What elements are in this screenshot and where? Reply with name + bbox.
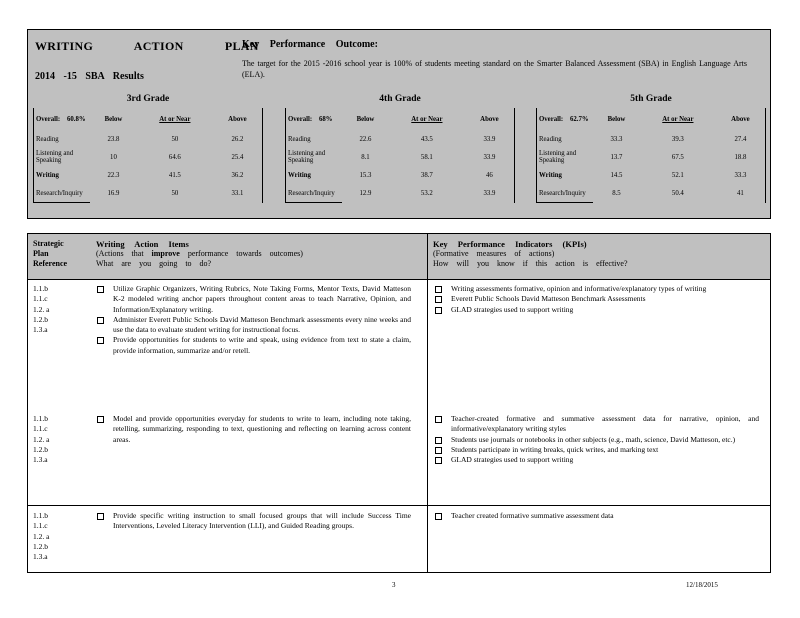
- cell: 64.6: [168, 153, 181, 161]
- col-below: Below: [104, 115, 123, 123]
- bullet-box-icon: [435, 307, 442, 314]
- col-above: Above: [213, 108, 263, 130]
- list-item: Teacher-created formative and summative assessment data for narrative, opinion, and informative/explanatory writing styles: [433, 414, 759, 435]
- list-item: Writing assessments formative, opinion and informative/explanatory types of writing: [433, 284, 759, 294]
- cell: 16.9: [107, 189, 120, 197]
- bullet-box-icon: [435, 437, 442, 444]
- page-title: WRITING ACTION PLAN: [35, 39, 259, 53]
- cell: 46: [465, 166, 515, 184]
- row-label: Writing: [537, 166, 594, 184]
- grade-title: 4th Grade: [379, 94, 421, 104]
- bullet-box-icon: [435, 416, 442, 423]
- cell: 33.9: [465, 130, 515, 148]
- action-items: [95, 414, 411, 445]
- cell: 22.3: [107, 171, 120, 179]
- list-item: Students participate in writing breaks, quick writes, and marking text: [433, 445, 759, 455]
- plan-references: 1.1.b 1.1.c 1.2. a 1.2.b 1.3.a: [33, 511, 50, 562]
- kpi-list: [433, 511, 759, 521]
- action-items-header: Writing Action Items (Actions that improve performance towards outcomes) What are you going to do?: [96, 239, 303, 268]
- cell: 12.9: [359, 189, 372, 197]
- row-label: Reading: [286, 130, 343, 148]
- list-item: Provide specific writing instruction to small focused groups that will include Success Time Interventions, Leveled Literacy Intervention (LLI), and Guided Reading groups.: [95, 511, 411, 532]
- col-above: Above: [716, 108, 766, 130]
- plan-references: 1.1.b 1.1.c 1.2. a 1.2.b 1.3.a: [33, 284, 50, 335]
- table-row: [28, 284, 770, 410]
- grade-title: 3rd Grade: [126, 94, 170, 104]
- list-item: Model and provide opportunities everyday for students to write to learn, including note taking, retelling, summarizing, responding to text, questioning and reflecting on learning across content areas.: [95, 414, 411, 445]
- cell: 10: [110, 153, 117, 161]
- cell: 18.8: [716, 148, 766, 166]
- row-divider: [28, 505, 770, 506]
- strategic-plan-reference-header: Strategic Plan Reference: [33, 239, 68, 268]
- cell: 25.4: [213, 148, 263, 166]
- page-number: 3: [392, 581, 396, 589]
- grade-3-table: [33, 94, 263, 203]
- table-row: [28, 414, 770, 504]
- overall-value: 62.7%: [569, 115, 589, 123]
- bullet-box-icon: [97, 317, 104, 324]
- kpi-list: [433, 284, 759, 315]
- action-plan-table: [27, 233, 771, 573]
- row-label: Research/Inquiry: [537, 184, 594, 203]
- list-item: Students use journals or notebooks in other subjects (e.g., math, science, David Matteson, etc.): [433, 435, 759, 445]
- sba-results-panel: [27, 29, 771, 219]
- cell: 13.7: [610, 153, 623, 161]
- grade-5-table: [536, 94, 766, 203]
- cell: 27.4: [716, 130, 766, 148]
- bullet-box-icon: [97, 286, 104, 293]
- bullet-box-icon: [435, 296, 442, 303]
- cell: 52.1: [671, 171, 684, 179]
- kpi-header: Key Performance Indicators (KPIs) (Formative measures of actions) How will you know if this action is effective?: [433, 239, 628, 268]
- bullet-box-icon: [435, 286, 442, 293]
- list-item: Teacher created formative summative assessment data: [433, 511, 759, 521]
- cell: 22.6: [359, 135, 372, 143]
- overall-value: 60.8%: [66, 115, 86, 123]
- bullet-box-icon: [435, 447, 442, 454]
- row-label: Writing: [286, 166, 343, 184]
- bullet-box-icon: [435, 457, 442, 464]
- cell: 50: [171, 189, 179, 197]
- row-label: Research/Inquiry: [34, 184, 91, 203]
- cell: 14.5: [610, 171, 623, 179]
- cell: 23.8: [107, 135, 120, 143]
- col-at-or-near: At or Near: [662, 115, 694, 123]
- bullet-box-icon: [435, 513, 442, 520]
- sba-results-subtitle: 2014 -15 SBA Results: [35, 71, 144, 82]
- kpo-label: Key Performance Outcome:: [242, 39, 378, 50]
- list-item: Everett Public Schools David Matteson Benchmark Assessments: [433, 294, 759, 304]
- bullet-box-icon: [97, 416, 104, 423]
- cell: 33.9: [465, 184, 515, 203]
- cell: 67.5: [671, 153, 684, 161]
- table-row: [28, 511, 770, 573]
- bullet-box-icon: [97, 337, 104, 344]
- cell: 41.5: [168, 171, 181, 179]
- kpo-text: The target for the 2015 -2016 school year is 100% of students meeting standard on the Smarter Balanced Assessment (SBA) in English Language Arts (ELA).: [242, 59, 747, 79]
- col-at-or-near: At or Near: [411, 115, 443, 123]
- action-items: [95, 284, 411, 356]
- row-label: Listening and Speaking: [34, 148, 91, 166]
- overall-label: Overall:: [36, 115, 61, 123]
- row-label: Research/Inquiry: [286, 184, 343, 203]
- cell: 50.4: [671, 189, 684, 197]
- cell: 33.1: [213, 184, 263, 203]
- row-label: Reading: [537, 130, 594, 148]
- cell: 53.2: [420, 189, 433, 197]
- kpi-list: [433, 414, 759, 465]
- cell: 58.1: [420, 153, 433, 161]
- cell: 38.7: [420, 171, 433, 179]
- col-below: Below: [356, 115, 375, 123]
- cell: 8.5: [612, 189, 621, 197]
- action-plan-header: [28, 234, 770, 280]
- grade-title: 5th Grade: [630, 94, 672, 104]
- cell: 36.2: [213, 166, 263, 184]
- grade-4-table: [285, 94, 515, 203]
- cell: 50: [171, 135, 179, 143]
- row-label: Writing: [34, 166, 91, 184]
- col-below: Below: [607, 115, 626, 123]
- list-item: Utilize Graphic Organizers, Writing Rubrics, Note Taking Forms, Mentor Texts, David Matteson K-2 modeled writing anchor papers throughout content areas to teach Narrative, Opinion, and Information/Explanatory writing.: [95, 284, 411, 315]
- row-label: Listening and Speaking: [286, 148, 343, 166]
- col-above: Above: [465, 108, 515, 130]
- cell: 33.3: [716, 166, 766, 184]
- cell: 8.1: [361, 153, 370, 161]
- cell: 26.2: [213, 130, 263, 148]
- cell: 39.3: [671, 135, 684, 143]
- list-item: GLAD strategies used to support writing: [433, 305, 759, 315]
- action-items: [95, 511, 411, 532]
- overall-value: 68%: [318, 115, 333, 123]
- overall-label: Overall:: [288, 115, 313, 123]
- cell: 43.5: [420, 135, 433, 143]
- list-item: GLAD strategies used to support writing: [433, 455, 759, 465]
- row-label: Listening and Speaking: [537, 148, 594, 166]
- list-item: Administer Everett Public Schools David Matteson Benchmark assessments every nine weeks and use the data to evaluate student writing for instructional focus.: [95, 315, 411, 336]
- cell: 33.3: [610, 135, 623, 143]
- bullet-box-icon: [97, 513, 104, 520]
- plan-references: 1.1.b 1.1.c 1.2. a 1.2.b 1.3.a: [33, 414, 50, 465]
- list-item: Provide opportunities for students to write and speak, using evidence from text to state a claim, provide information, summarize and/or retell.: [95, 335, 411, 356]
- overall-label: Overall:: [539, 115, 564, 123]
- footer-date: 12/18/2015: [686, 581, 718, 589]
- cell: 33.9: [465, 148, 515, 166]
- cell: 15.3: [359, 171, 372, 179]
- cell: 41: [716, 184, 766, 203]
- row-label: Reading: [34, 130, 91, 148]
- col-at-or-near: At or Near: [159, 115, 191, 123]
